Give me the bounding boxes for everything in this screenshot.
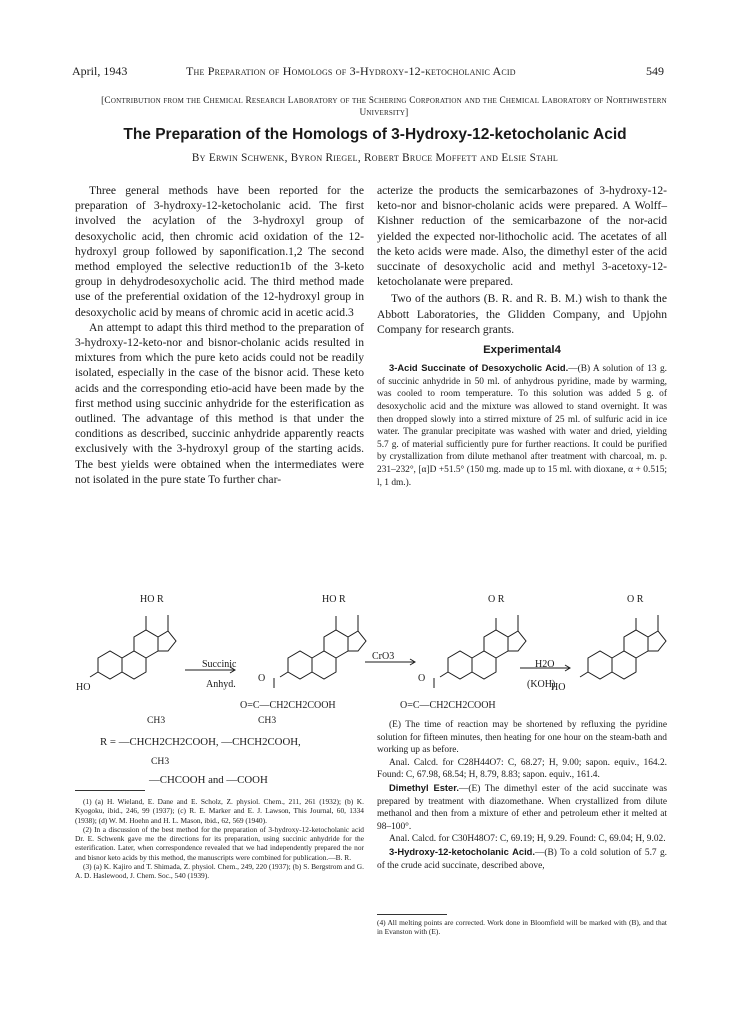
procedure-e-note: (E) The time of reaction may be shortened by refluxing the pyridine solution for fifteen minutes, then heating for one hour on the steam-bath and working up as before.	[377, 720, 667, 756]
exp1-title: 3-Acid Succinate of Desoxycholic Acid.	[389, 362, 569, 374]
hydroxy-keto-body: —(B) To a cold solution of 5.7 g. of the crude acid succinate, described above,	[377, 847, 667, 871]
scheme-label-3: O R	[488, 594, 505, 605]
r-ch3-3: CH3	[151, 756, 170, 767]
acknowledgment-paragraph: Two of the authors (B. R. and R. B. M.) wish to thank the Abbott Laboratories, the Glidden Company, and Upjohn Company for research grants.	[377, 292, 667, 336]
reagent-succinic: Succinic	[202, 659, 237, 670]
contribution-note: [Contribution from the Chemical Research Laboratory of the Schering Corporation and the Chemical Laboratory of Northwestern University]	[101, 96, 667, 118]
footnote-4: (4) All melting points are corrected. Work done in Bloomfield will be marked with (B), and that in Evanston with (E).	[377, 918, 667, 937]
hydroxy-keto-title: 3-Hydroxy-12-ketocholanic Acid.	[389, 845, 536, 857]
analysis-2: Anal. Calcd. for C30H48O7: C, 69.19; H, 9.29. Found: C, 69.04; H, 9.02.	[389, 834, 666, 845]
footnote-rule-left	[75, 790, 145, 791]
steroid-skeleton-1	[90, 615, 176, 679]
experimental-entry	[377, 362, 667, 489]
intro-paragraph: Three general methods have been reported for the preparation of 3-hydroxy-12-ketocholanic acid. The first involved the acylation of the 3-hydroxyl group of desoxycholic acid, then chromic acid oxidation of the 12-hydroxyl group followed by saponification.1,2 The second method employed the selective reduction1b of the 3-keto group in dehydrodesoxycholic acid. The third method made use of the preferential oxidation of the 12-hydroxyl group in desoxycholic acid by means of chromic acid in acetic acid.3	[75, 184, 364, 319]
scheme-oxygen-a: O	[258, 673, 266, 684]
r-definition-line2: —CHCOOH and —COOH	[149, 774, 268, 786]
scheme-ho-left: HO	[76, 682, 91, 693]
experimental-heading: Experimental4	[483, 344, 561, 357]
footnotes-left	[75, 797, 364, 881]
scheme-succinate-b: O=C—CH2CH2COOH	[400, 700, 496, 711]
scheme-succinate-a: O=C—CH2CH2COOH	[240, 700, 336, 711]
steroid-skeleton-3	[434, 615, 526, 688]
scheme-label-4: O R	[627, 594, 644, 605]
footnote-rule-right	[377, 914, 447, 915]
footnote-3: (3) (a) K. Kajiro and T. Shimada, Z. physiol. Chem., 249, 220 (1937); (b) S. Bergstrom and G. A. D. Haslewood, J. Chem. Soc., 540 (1939).	[75, 862, 364, 881]
running-title: The Preparation of Homologs of 3-Hydroxy-12-ketocholanic Acid	[186, 64, 516, 78]
left-column	[75, 183, 364, 487]
r-ch3-1: CH3	[147, 715, 166, 726]
right-column	[377, 183, 667, 489]
reagent-anhyd: Anhyd.	[206, 679, 236, 690]
footnote-1: (1) (a) H. Wieland, E. Dane and E. Scholz, Z. physiol. Chem., 211, 261 (1932); (b) K. Kyogoku, ibid., 246, 99 (1937); (c) R. E. Marker and E. J. Lawson, This Journal, 60, 1334 (1938); (d) W. M. Hoehn and H. L. Mason, ibid., 62, 569 (1940).	[75, 797, 364, 825]
steroid-skeleton-2	[274, 615, 366, 688]
reagent-cro3: CrO3	[372, 651, 395, 662]
analysis-1: Anal. Calcd. for C28H44O7: C, 68.27; H, 9.00; sapon. equiv., 164.2. Found: C, 67.98, 68.54; H, 8.79, 8.83; sapon. equiv., 161.4.	[377, 757, 667, 781]
r-definition-line1: R = —CHCH2CH2COOH, —CHCH2COOH,	[100, 736, 301, 748]
reaction-scheme	[60, 592, 680, 717]
characterization-paragraph: acterize the products the semicarbazones of 3-hydroxy-12-keto-nor and bisnor-cholanic acids were prepared. A Wolff–Kishner reduction of the semicarbazone of the nor-acid yielded the expected nor-lithocholic acid. The acetates of all the keto acids were made. Also, the dimethyl ester of the acid succinate of desoxycholic acid and methyl 3-acetoxy-12-ketocholanate were prepared.	[377, 184, 667, 289]
dimethyl-ester-title: Dimethyl Ester.	[389, 781, 459, 793]
article-title: The Preparation of the Homologs of 3-Hydroxy-12-ketocholanic Acid	[123, 126, 627, 143]
scheme-label-1: HO R	[140, 594, 164, 605]
page-number: 549	[646, 64, 664, 78]
r-ch3-2: CH3	[258, 715, 277, 726]
lower-right-column	[377, 719, 667, 872]
dimethyl-ester-body: —(E) The dimethyl ester of the acid succinate was prepared by treatment with diazomethane. When crystallized from dilute methanol and then from a mixture of ether and petroleum ether it melted at 98–100°.	[377, 783, 667, 832]
scheme-label-2: HO R	[322, 594, 346, 605]
exp1-body: —(B) A solution of 13 g. of succinic anhydride in 50 ml. of anhydrous pyridine, made by warming, was cooled to room temperature. To this solution was added 5 g. of desoxycholic acid and the mixture was allowed to stand overnight. It was then dropped slowly into a stirred mixture of 25 ml. of sulfuric acid in ice water. The granular precipitate was washed with water and dried, yielding 5.7 g. of material sufficiently pure for further reactions. It could be purified by crystallization from dilute methanol after treatment with charcoal, m. p. 231–232°, [α]D +51.5° (150 mg. made up to 15 ml. with dioxane, α + 0.515; l, 1 dm.).	[377, 364, 667, 488]
method-paragraph: An attempt to adapt this third method to the preparation of 3-hydroxy-12-keto-nor and bisnor-cholanic acids resulted in mixtures from which the pure keto acids could not be readily isolated, especially in the case of the bisnor acid. These keto acids and the corresponding etio-acid have been made by the first method using succinic anhydride for the esterification as outlined. The advantage of this method is that under the conditions as described, succinic anhydride apparently reacts exclusively with the 3-hydroxyl group of the starting acids. The best yields were obtained when the intermediates were not isolated in the pure state To further char-	[75, 320, 364, 486]
reagent-water: H2O	[535, 659, 555, 670]
scheme-oxygen-b: O	[418, 673, 426, 684]
author-line: By Erwin Schwenk, Byron Riegel, Robert Bruce Moffett and Elsie Stahl	[191, 152, 559, 164]
scheme-ho-right: HO	[551, 682, 566, 693]
header-date: April, 1943	[72, 64, 128, 78]
footnote-2: (2) In a discussion of the best method for the preparation of 3-hydroxy-12-ketocholanic acid Dr. E. Schwenk gave me the directions for its preparation, using succinic anhydride for the esterification. Later, when correspondence revealed that we had independently prepared the nor and bisnor keto acids by this method, the manuscripts were combined for publication.—B. R.	[75, 824, 364, 862]
reagent-koh: (KOH)	[527, 679, 556, 690]
steroid-skeleton-4	[580, 615, 666, 679]
